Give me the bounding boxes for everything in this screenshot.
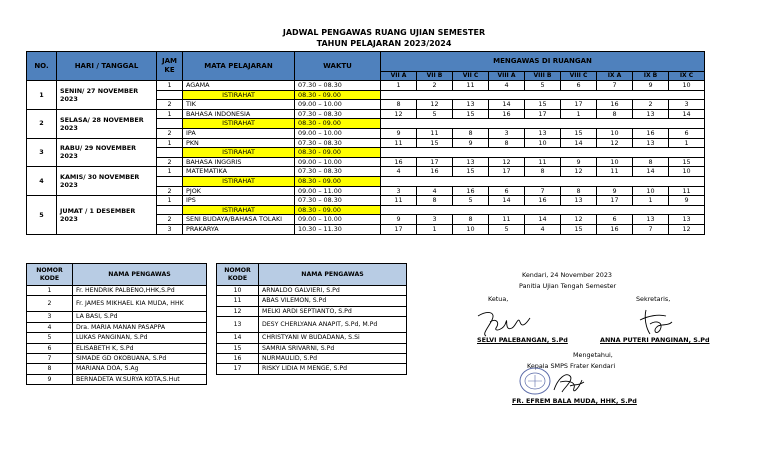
- mapel-cell: IPA: [183, 128, 295, 138]
- schedule-row: [27, 138, 705, 148]
- pengawas-table-right: [216, 263, 407, 375]
- waktu-cell: 07.30 – 08.30: [295, 196, 381, 206]
- room-header: IX C: [669, 72, 705, 81]
- day-number: 5: [27, 196, 57, 234]
- pengawas-kode: 13: [217, 317, 259, 333]
- waktu-cell: 07.30 – 08.30: [295, 167, 381, 177]
- pengawas-nama: DESY CHERLYANA ANAPIT, S.Pd, M.Pd: [259, 317, 407, 333]
- pengawas-code-cell: 14: [561, 138, 597, 148]
- pengawas-nama: BERNADETA W.SURYA KOTA,S.Hut: [73, 374, 207, 384]
- pengawas-code-cell: 12: [561, 167, 597, 177]
- day-number: 1: [27, 81, 57, 110]
- ketua-label: Ketua,: [488, 295, 509, 303]
- header-jam: JAM KE: [157, 52, 183, 81]
- jam-cell: [157, 148, 183, 158]
- jam-cell: 3: [157, 224, 183, 234]
- pengawas-code-cell: 16: [525, 196, 561, 206]
- pengawas-nama: Dra. MARIA MANAN PASAPPA: [73, 322, 207, 332]
- mapel-cell: SENI BUDAYA/BAHASA TOLAKI: [183, 215, 295, 225]
- pengawas-code-cell: 6: [561, 81, 597, 91]
- pengawas-code-cell: 13: [561, 196, 597, 206]
- waktu-cell: 09.00 – 10.00: [295, 100, 381, 110]
- pengawas-code-cell: 12: [597, 138, 633, 148]
- pengawas-code-cell: 1: [633, 196, 669, 206]
- committee-label: Panitia Ujian Tengah Semester: [519, 282, 617, 290]
- pengawas-code-cell: 13: [633, 138, 669, 148]
- jam-cell: 1: [157, 167, 183, 177]
- room-header: VII C: [453, 72, 489, 81]
- pengawas-code-cell: 9: [633, 81, 669, 91]
- pengawas-row: [217, 343, 407, 353]
- pengawas-kode: 5: [27, 333, 73, 343]
- pengawas-code-cell: 13: [453, 157, 489, 167]
- pengawas-code-cell: 11: [453, 81, 489, 91]
- room-header: VIII C: [561, 72, 597, 81]
- pengawas-kode: 8: [27, 364, 73, 374]
- day-label: JUMAT / 1 DESEMBER 2023: [57, 196, 157, 234]
- sekretaris-signature: [636, 304, 676, 338]
- pengawas-code-cell: 1: [561, 109, 597, 119]
- pengawas-nama: MARIANA DOA, S.Ag: [73, 364, 207, 374]
- room-header: IX B: [633, 72, 669, 81]
- pengawas-code-cell: 6: [669, 128, 705, 138]
- schedule-row: [27, 81, 705, 91]
- pengawas-code-cell: 11: [381, 138, 417, 148]
- pengawas-nama: MELKI ARDI SEPTIANTO, S.Pd: [259, 306, 407, 316]
- pengawas-kode: 3: [27, 312, 73, 322]
- pengawas-kode: 6: [27, 343, 73, 353]
- jam-cell: 1: [157, 138, 183, 148]
- pengawas-code-cell: 11: [597, 167, 633, 177]
- jam-cell: 2: [157, 100, 183, 110]
- pengawas-code-cell: 9: [381, 215, 417, 225]
- place-date: Kendari, 24 November 2023: [522, 271, 612, 279]
- mapel-cell: PJOK: [183, 186, 295, 196]
- pengawas-nama: CHRISTYANI W BUDADANA, S.Si: [259, 333, 407, 343]
- waktu-cell: 07.30 – 08.30: [295, 81, 381, 91]
- pengawas-code-cell: 10: [453, 224, 489, 234]
- istirahat-label: ISTIRAHAT: [183, 176, 295, 186]
- sekretaris-name: ANNA PUTERI PANGINAN, S.Pd: [600, 336, 710, 344]
- mapel-cell: AGAMA: [183, 81, 295, 91]
- room-header: VII B: [417, 72, 453, 81]
- pengawas-nama: ARNALDO GALVIERI, S.Pd: [259, 286, 407, 296]
- waktu-cell: 07.30 – 08.30: [295, 109, 381, 119]
- waktu-cell: 08.30 - 09.00: [295, 119, 381, 129]
- pengawas-row: [27, 286, 207, 296]
- pengawas-kode: 7: [27, 354, 73, 364]
- kepala-label: Kepala SMPS Frater Kendari: [527, 362, 616, 370]
- header-nama: NAMA PENGAWAS: [259, 264, 407, 286]
- pengawas-kode: 9: [27, 374, 73, 384]
- empty-cell: [381, 90, 705, 100]
- pengawas-code-cell: 16: [597, 224, 633, 234]
- room-header: VII A: [381, 72, 417, 81]
- pengawas-nama: NURMAULID, S.Pd: [259, 354, 407, 364]
- pengawas-kode: 14: [217, 333, 259, 343]
- day-number: 2: [27, 109, 57, 138]
- pengawas-code-cell: 11: [669, 186, 705, 196]
- waktu-cell: 10.30 – 11.30: [295, 224, 381, 234]
- pengawas-code-cell: 3: [489, 128, 525, 138]
- mapel-cell: IPS: [183, 196, 295, 206]
- pengawas-row: [27, 322, 207, 332]
- pengawas-nama: LUKAS PANGINAN, S.Pd: [73, 333, 207, 343]
- pengawas-code-cell: 15: [453, 109, 489, 119]
- pengawas-code-cell: 17: [489, 167, 525, 177]
- jam-cell: [157, 205, 183, 215]
- pengawas-code-cell: 2: [633, 100, 669, 110]
- pengawas-code-cell: 4: [489, 81, 525, 91]
- pengawas-row: [27, 312, 207, 322]
- pengawas-code-cell: 8: [417, 196, 453, 206]
- pengawas-code-cell: 16: [597, 100, 633, 110]
- mapel-cell: BAHASA INGGRIS: [183, 157, 295, 167]
- pengawas-code-cell: 11: [489, 215, 525, 225]
- pengawas-code-cell: 16: [381, 157, 417, 167]
- pengawas-code-cell: 17: [561, 100, 597, 110]
- room-header: IX A: [597, 72, 633, 81]
- header-kode: NOMOR KODE: [217, 264, 259, 286]
- schedule-row: [27, 109, 705, 119]
- pengawas-row: [27, 296, 207, 312]
- mapel-cell: PRAKARYA: [183, 224, 295, 234]
- pengawas-code-cell: 7: [525, 186, 561, 196]
- pengawas-code-cell: 9: [561, 157, 597, 167]
- pengawas-code-cell: 14: [669, 109, 705, 119]
- pengawas-kode: 15: [217, 343, 259, 353]
- pengawas-code-cell: 8: [597, 109, 633, 119]
- istirahat-label: ISTIRAHAT: [183, 119, 295, 129]
- jam-cell: 2: [157, 215, 183, 225]
- pengawas-row: [27, 364, 207, 374]
- pengawas-kode: 12: [217, 306, 259, 316]
- pengawas-code-cell: 12: [489, 157, 525, 167]
- header-nama: NAMA PENGAWAS: [73, 264, 207, 286]
- istirahat-label: ISTIRAHAT: [183, 205, 295, 215]
- pengawas-code-cell: 1: [417, 224, 453, 234]
- pengawas-code-cell: 6: [597, 215, 633, 225]
- page-subtitle: TAHUN PELAJARAN 2023/2024: [316, 39, 452, 48]
- pengawas-nama: RISKY LIDIA M MENGE, S.Pd: [259, 364, 407, 374]
- waktu-cell: 09.00 – 11.00: [295, 186, 381, 196]
- day-label: SELASA/ 28 NOVEMBER 2023: [57, 109, 157, 138]
- mapel-cell: MATEMATIKA: [183, 167, 295, 177]
- schedule-table: [26, 51, 705, 235]
- jam-cell: 1: [157, 109, 183, 119]
- page-title: JADWAL PENGAWAS RUANG UJIAN SEMESTER: [282, 28, 486, 37]
- pengawas-code-cell: 12: [381, 109, 417, 119]
- waktu-cell: 08.30 - 09.00: [295, 176, 381, 186]
- pengawas-nama: LA BASI, S.Pd: [73, 312, 207, 322]
- waktu-cell: 08.30 - 09.00: [295, 148, 381, 158]
- pengawas-code-cell: 1: [669, 138, 705, 148]
- pengawas-code-cell: 10: [669, 167, 705, 177]
- day-number: 4: [27, 167, 57, 196]
- waktu-cell: 09.00 – 10.00: [295, 215, 381, 225]
- school-stamp: [518, 366, 552, 396]
- pengawas-kode: 2: [27, 296, 73, 312]
- pengawas-code-cell: 7: [597, 81, 633, 91]
- pengawas-nama: SAMRIA SRIVARNI, S.Pd: [259, 343, 407, 353]
- pengawas-code-cell: 8: [381, 100, 417, 110]
- jam-cell: 2: [157, 186, 183, 196]
- pengawas-code-cell: 17: [525, 109, 561, 119]
- header-mapel: MATA PELAJARAN: [183, 52, 295, 81]
- jam-cell: [157, 90, 183, 100]
- pengawas-row: [217, 296, 407, 306]
- jam-cell: [157, 119, 183, 129]
- pengawas-code-cell: 6: [489, 186, 525, 196]
- pengawas-code-cell: 17: [597, 196, 633, 206]
- pengawas-row: [217, 364, 407, 374]
- pengawas-code-cell: 9: [669, 196, 705, 206]
- pengawas-kode: 16: [217, 354, 259, 364]
- pengawas-nama: Fr. JAMES MIKHAEL KIA MUDA, HHK: [73, 296, 207, 312]
- waktu-cell: 09.00 – 10.00: [295, 157, 381, 167]
- pengawas-code-cell: 3: [381, 186, 417, 196]
- pengawas-kode: 1: [27, 286, 73, 296]
- waktu-cell: 08.30 - 09.00: [295, 205, 381, 215]
- pengawas-code-cell: 1: [381, 81, 417, 91]
- pengawas-kode: 17: [217, 364, 259, 374]
- mapel-cell: TIK: [183, 100, 295, 110]
- pengawas-code-cell: 15: [453, 167, 489, 177]
- header-waktu: WAKTU: [295, 52, 381, 81]
- schedule-row: [27, 167, 705, 177]
- pengawas-code-cell: 10: [525, 138, 561, 148]
- room-header: VIII B: [525, 72, 561, 81]
- pengawas-code-cell: 16: [453, 186, 489, 196]
- empty-cell: [381, 205, 705, 215]
- pengawas-code-cell: 13: [633, 109, 669, 119]
- waktu-cell: 07.30 – 08.30: [295, 138, 381, 148]
- pengawas-code-cell: 11: [417, 128, 453, 138]
- pengawas-nama: SIMADE GD OKOBUANA, S.Pd: [73, 354, 207, 364]
- pengawas-code-cell: 3: [417, 215, 453, 225]
- jam-cell: 2: [157, 157, 183, 167]
- ketua-name: SELVI PALEBANGAN, S.Pd: [477, 336, 568, 344]
- pengawas-code-cell: 13: [525, 128, 561, 138]
- mapel-cell: PKN: [183, 138, 295, 148]
- pengawas-kode: 10: [217, 286, 259, 296]
- pengawas-kode: 4: [27, 322, 73, 332]
- pengawas-code-cell: 17: [417, 157, 453, 167]
- pengawas-code-cell: 15: [669, 157, 705, 167]
- pengawas-row: [217, 354, 407, 364]
- pengawas-code-cell: 3: [669, 100, 705, 110]
- pengawas-code-cell: 10: [597, 128, 633, 138]
- jam-cell: 1: [157, 81, 183, 91]
- pengawas-code-cell: 14: [525, 215, 561, 225]
- pengawas-code-cell: 10: [633, 186, 669, 196]
- kepala-signature: [548, 368, 588, 398]
- pengawas-code-cell: 15: [525, 100, 561, 110]
- pengawas-nama: ELISABETH K, S.Pd: [73, 343, 207, 353]
- pengawas-code-cell: 12: [669, 224, 705, 234]
- pengawas-row: [27, 374, 207, 384]
- day-label: KAMIS/ 30 NOVEMBER 2023: [57, 167, 157, 196]
- pengawas-code-cell: 8: [561, 186, 597, 196]
- pengawas-code-cell: 15: [417, 138, 453, 148]
- pengawas-code-cell: 4: [381, 167, 417, 177]
- header-mengawas: MENGAWAS DI RUANGAN: [381, 52, 705, 72]
- pengawas-code-cell: 9: [597, 186, 633, 196]
- istirahat-label: ISTIRAHAT: [183, 90, 295, 100]
- header-hari: HARI / TANGGAL: [57, 52, 157, 81]
- pengawas-row: [27, 354, 207, 364]
- pengawas-code-cell: 10: [597, 157, 633, 167]
- kepala-name: FR. EFREM BALA MUDA, HHK, S.Pd: [512, 397, 637, 405]
- pengawas-code-cell: 11: [381, 196, 417, 206]
- pengawas-code-cell: 13: [453, 100, 489, 110]
- pengawas-code-cell: 5: [525, 81, 561, 91]
- pengawas-row: [217, 286, 407, 296]
- sekretaris-label: Sekretaris,: [636, 295, 671, 303]
- pengawas-code-cell: 4: [525, 224, 561, 234]
- header-kode: NOMOR KODE: [27, 264, 73, 286]
- pengawas-code-cell: 13: [633, 215, 669, 225]
- waktu-cell: 09.00 – 10.00: [295, 128, 381, 138]
- pengawas-code-cell: 15: [561, 128, 597, 138]
- jam-cell: 2: [157, 128, 183, 138]
- pengawas-code-cell: 10: [669, 81, 705, 91]
- pengawas-code-cell: 12: [561, 215, 597, 225]
- day-number: 3: [27, 138, 57, 167]
- pengawas-code-cell: 14: [489, 100, 525, 110]
- pengawas-code-cell: 15: [561, 224, 597, 234]
- jam-cell: 1: [157, 196, 183, 206]
- istirahat-label: ISTIRAHAT: [183, 148, 295, 158]
- pengawas-row: [27, 333, 207, 343]
- pengawas-code-cell: 16: [633, 128, 669, 138]
- pengawas-code-cell: 8: [453, 128, 489, 138]
- header-no: NO.: [27, 52, 57, 81]
- pengawas-code-cell: 4: [417, 186, 453, 196]
- jam-cell: [157, 176, 183, 186]
- pengawas-code-cell: 13: [669, 215, 705, 225]
- pengawas-code-cell: 8: [489, 138, 525, 148]
- pengawas-code-cell: 11: [525, 157, 561, 167]
- pengawas-code-cell: 14: [489, 196, 525, 206]
- pengawas-nama: ABAS VILEMON, S.Pd: [259, 296, 407, 306]
- pengawas-code-cell: 5: [417, 109, 453, 119]
- mapel-cell: BAHASA INDONESIA: [183, 109, 295, 119]
- pengawas-code-cell: 8: [633, 157, 669, 167]
- pengawas-row: [27, 343, 207, 353]
- pengawas-row: [217, 333, 407, 343]
- pengawas-code-cell: 5: [489, 224, 525, 234]
- pengawas-code-cell: 2: [417, 81, 453, 91]
- pengawas-code-cell: 9: [381, 128, 417, 138]
- empty-cell: [381, 119, 705, 129]
- mengetahui-label: Mengetahui,: [573, 351, 613, 359]
- day-label: RABU/ 29 NOVEMBER 2023: [57, 138, 157, 167]
- pengawas-kode: 11: [217, 296, 259, 306]
- waktu-cell: 08.30 - 09.00: [295, 90, 381, 100]
- pengawas-code-cell: 12: [417, 100, 453, 110]
- empty-cell: [381, 148, 705, 158]
- pengawas-code-cell: 8: [453, 215, 489, 225]
- pengawas-code-cell: 8: [525, 167, 561, 177]
- pengawas-code-cell: 5: [453, 196, 489, 206]
- pengawas-nama: Fr. HENDRIK PALBENO,HHK,S.Pd: [73, 286, 207, 296]
- pengawas-code-cell: 7: [633, 224, 669, 234]
- pengawas-row: [217, 317, 407, 333]
- pengawas-table-left: [26, 263, 207, 385]
- pengawas-code-cell: 16: [417, 167, 453, 177]
- pengawas-code-cell: 17: [381, 224, 417, 234]
- pengawas-row: [217, 306, 407, 316]
- schedule-row: [27, 196, 705, 206]
- pengawas-code-cell: 9: [453, 138, 489, 148]
- pengawas-code-cell: 16: [489, 109, 525, 119]
- pengawas-code-cell: 14: [633, 167, 669, 177]
- day-label: SENIN/ 27 NOVEMBER 2023: [57, 81, 157, 110]
- room-header: VIII A: [489, 72, 525, 81]
- empty-cell: [381, 176, 705, 186]
